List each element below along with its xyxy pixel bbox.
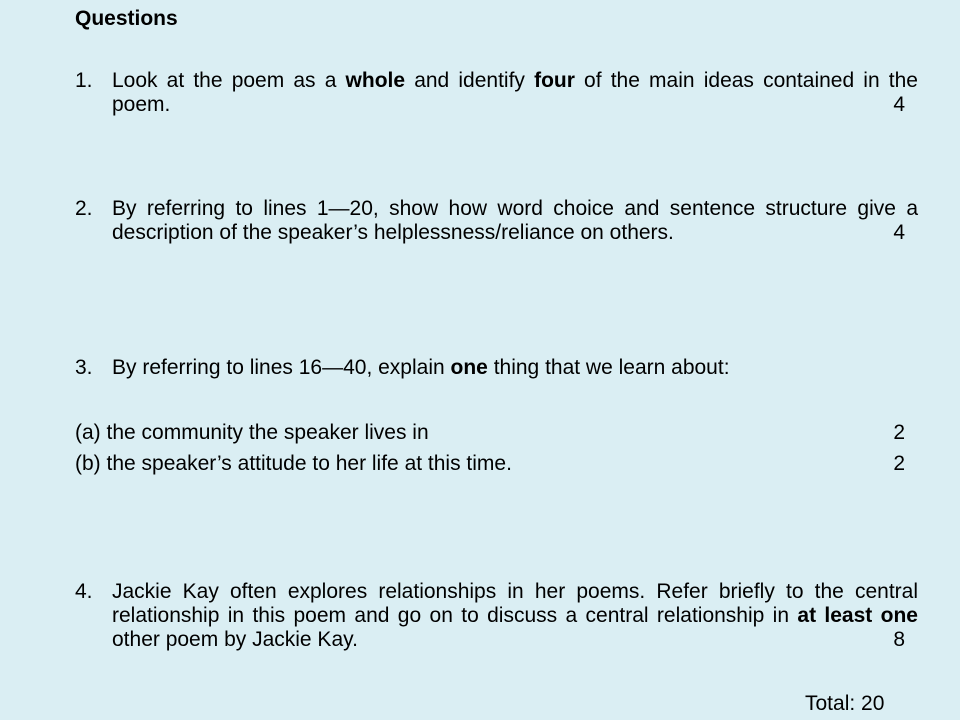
question-2-mark: 4 [893,221,905,244]
question-4-number: 4. [75,580,93,603]
question-2-text: By referring to lines 1—20, show how word choice and sentence structure give a description of the speaker’s helplessness/reliance on others. 4 [112,197,918,244]
question-3a-text: (a) the community the speaker lives in [75,421,429,444]
question-3b-mark: 2 [893,452,905,475]
question-1 [75,69,918,117]
question-3-text: By referring to lines 16—40, explain one thing that we learn about: [112,356,730,379]
question-1-text: Look at the poem as a whole and identify four of the main ideas contained in the poem. 4 [112,69,918,116]
emphasis-whole: whole [345,69,406,92]
question-2 [75,197,918,245]
question-3b-text: (b) the speaker’s attitude to her life at this time. [75,452,512,475]
question-3a-mark: 2 [893,421,905,444]
question-3-number: 3. [75,356,93,379]
total-marks: Total: 20 [805,692,885,715]
question-3 [75,356,918,380]
question-1-mark: 4 [893,93,905,116]
question-1-number: 1. [75,69,93,92]
questions-heading: Questions [75,7,178,30]
question-3a [75,421,905,445]
emphasis-at-least-one: at least one [797,604,918,627]
question-4-text: Jackie Kay often explores relationships in her poems. Refer briefly to the central relationship in this poem and go on to discuss a central relationship in at least one other poem by Jackie Kay. 8 [112,580,918,651]
question-4 [75,580,918,652]
question-2-number: 2. [75,197,93,220]
question-4-mark: 8 [893,628,905,651]
emphasis-four: four [534,69,575,92]
emphasis-one: one [450,356,488,379]
question-3b [75,452,905,476]
